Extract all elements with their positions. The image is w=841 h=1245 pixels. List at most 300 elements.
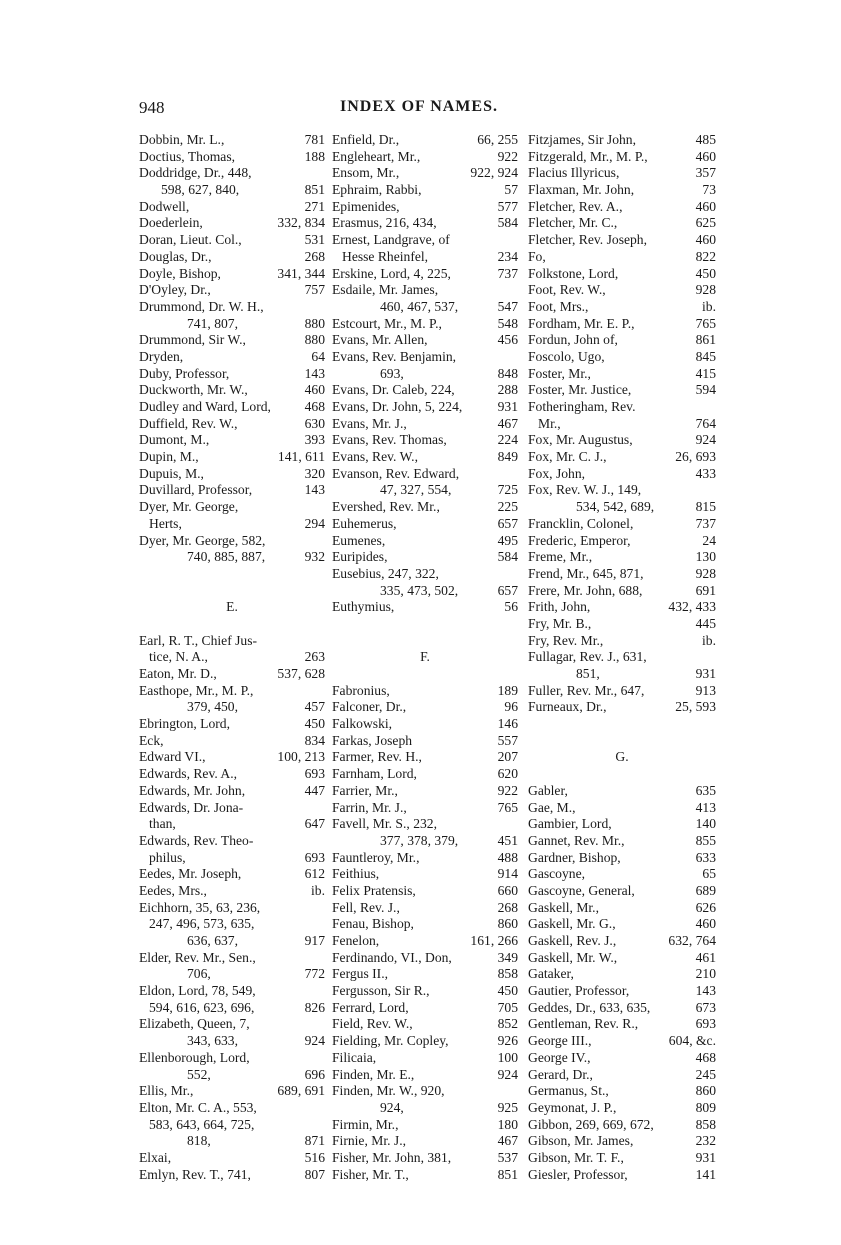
entry-pages: 210	[695, 966, 716, 982]
index-entry	[139, 649, 325, 666]
entry-pages: 913	[695, 682, 716, 698]
index-entry	[332, 900, 518, 917]
entry-name: Fry, Rev. Mr.,	[528, 632, 604, 648]
entry-name: Fisher, Mr. T.,	[332, 1166, 409, 1182]
entry-pages: 56	[504, 599, 518, 615]
entry-pages: 460	[695, 232, 716, 248]
index-entry	[332, 232, 518, 249]
entry-pages: 64	[311, 348, 325, 364]
entry-pages	[514, 466, 518, 483]
entry-pages: 851	[304, 182, 325, 198]
page-title: INDEX OF NAMES.	[340, 98, 498, 115]
entry-pages: 140	[695, 816, 716, 832]
index-entry	[528, 215, 716, 232]
entry-pages: 460	[695, 916, 716, 932]
entry-name: Fergusson, Sir R.,	[332, 983, 430, 999]
entry-name: Flaxman, Mr. John,	[528, 182, 635, 198]
entry-pages: 880	[304, 315, 325, 331]
entry-name: Fenelon,	[332, 933, 380, 948]
entry-name: 818,	[187, 1133, 211, 1149]
index-entry	[139, 1167, 325, 1184]
index-entry	[332, 733, 518, 750]
entry-pages: 647	[304, 816, 325, 832]
entry-pages: 294	[304, 515, 325, 531]
index-entry	[332, 1050, 518, 1067]
index-entry	[528, 633, 716, 650]
entry-pages: 880	[304, 332, 325, 348]
entry-pages: 931	[695, 1149, 716, 1165]
index-entry	[139, 866, 325, 883]
index-entry	[528, 482, 716, 499]
entry-name: Farkas, Joseph	[332, 732, 413, 748]
entry-pages: 25, 593	[675, 699, 716, 715]
entry-pages: 871	[304, 1133, 325, 1149]
index-entry	[332, 1016, 518, 1033]
entry-pages: 460	[695, 148, 716, 164]
index-entry	[528, 165, 716, 182]
entry-pages: 143	[304, 365, 325, 381]
entry-name: Farnham, Lord,	[332, 766, 417, 782]
entry-name: George III.,	[528, 1033, 592, 1049]
entry-name: 460, 467, 537,	[380, 298, 459, 314]
index-entry	[332, 866, 518, 883]
entry-pages	[514, 282, 518, 299]
entry-pages: 271	[304, 198, 325, 214]
index-entry	[332, 416, 518, 433]
index-entry	[139, 1067, 325, 1084]
entry-pages: 341, 344	[277, 265, 325, 281]
index-entry	[332, 316, 518, 333]
entry-pages: 450	[695, 265, 716, 281]
entry-name: Fox, John,	[528, 465, 586, 481]
entry-pages: ib.	[702, 298, 716, 314]
index-entry	[332, 1133, 518, 1150]
entry-name: Eusebius, 247, 322,	[332, 565, 439, 581]
page-number: 948	[139, 98, 165, 117]
index-entry	[139, 499, 325, 516]
index-entry	[528, 766, 716, 783]
index-entry	[528, 366, 716, 383]
entry-pages: 450	[304, 716, 325, 732]
entry-pages: 928	[695, 282, 716, 298]
entry-pages: 188	[304, 148, 325, 164]
index-entry	[139, 699, 325, 716]
entry-pages: ib.	[311, 882, 325, 898]
index-entry	[332, 699, 518, 716]
entry-name: Gautier, Professor,	[528, 983, 630, 999]
index-entry	[528, 232, 716, 249]
entry-name: Fletcher, Rev. A.,	[528, 198, 623, 214]
entry-pages: 577	[497, 198, 518, 214]
entry-pages: 263	[304, 649, 325, 665]
entry-pages: 537	[497, 1149, 518, 1165]
entry-pages: 657	[497, 515, 518, 531]
index-entry	[139, 182, 325, 199]
entry-name: Duffield, Rev. W.,	[139, 415, 238, 431]
index-entry	[332, 499, 518, 516]
entry-pages: 349	[497, 949, 518, 965]
entry-pages: 932	[304, 549, 325, 565]
entry-pages: 180	[497, 1116, 518, 1132]
index-entry	[528, 1083, 716, 1100]
index-entry	[139, 399, 325, 416]
index-entry	[528, 249, 716, 266]
entry-name: Fotheringham, Rev.	[528, 399, 636, 414]
entry-name: Gardner, Bishop,	[528, 849, 621, 865]
index-entry	[332, 1100, 518, 1117]
index-entry	[528, 499, 716, 516]
index-entry	[332, 1117, 518, 1134]
entry-pages: 451	[497, 832, 518, 848]
entry-pages: 57	[504, 182, 518, 198]
entry-pages: 705	[497, 999, 518, 1015]
entry-name: Epimenides,	[332, 198, 400, 214]
index-entry	[528, 850, 716, 867]
index-entry	[139, 816, 325, 833]
entry-pages	[514, 349, 518, 366]
index-entry	[332, 566, 518, 583]
entry-name: Field, Rev. W.,	[332, 1016, 413, 1032]
index-entry	[139, 749, 325, 766]
entry-pages: 456	[497, 332, 518, 348]
index-entry	[528, 1050, 716, 1067]
entry-name: Foot, Rev. W.,	[528, 282, 606, 298]
index-entry	[528, 1033, 716, 1050]
index-entry	[332, 366, 518, 383]
index-entry	[332, 583, 518, 600]
entry-pages: 737	[695, 515, 716, 531]
entry-name: Edwards, Dr. Jona-	[139, 799, 244, 815]
entry-pages: 809	[695, 1099, 716, 1115]
entry-pages: 922	[497, 148, 518, 164]
entry-pages	[321, 833, 325, 850]
index-entry	[139, 232, 325, 249]
entry-name: Folkstone, Lord,	[528, 265, 619, 281]
index-entry	[139, 733, 325, 750]
entry-pages: 146	[497, 716, 518, 732]
index-entry	[332, 382, 518, 399]
entry-pages	[514, 616, 518, 633]
entry-pages: 432, 433	[668, 599, 716, 615]
index-entry	[332, 449, 518, 466]
entry-pages	[321, 1050, 325, 1067]
entry-name: Firnie, Mr. J.,	[332, 1133, 407, 1149]
index-entry	[528, 916, 716, 933]
index-column-3	[528, 132, 716, 1183]
entry-pages	[321, 616, 325, 633]
entry-name: Evans, Dr. Caleb, 224,	[332, 382, 455, 398]
entry-name: 247, 496, 573, 635,	[149, 916, 255, 932]
entry-pages	[514, 816, 518, 833]
entry-name: Douglas, Dr.,	[139, 248, 212, 264]
entry-name: Francklin, Colonel,	[528, 515, 634, 531]
entry-name: Eichhorn, 35, 63, 236,	[139, 899, 261, 915]
entry-pages: 849	[497, 449, 518, 465]
index-entry	[139, 332, 325, 349]
index-entry	[139, 950, 325, 967]
entry-name: Fullagar, Rev. J., 631,	[528, 649, 647, 665]
entry-name: Farrier, Mr.,	[332, 782, 398, 798]
entry-name: Eedes, Mrs.,	[139, 882, 207, 898]
entry-pages: 548	[497, 315, 518, 331]
index-entry	[528, 432, 716, 449]
entry-name: Herts,	[149, 515, 182, 531]
entry-pages: 924	[695, 432, 716, 448]
entry-pages	[514, 666, 518, 683]
entry-name: Gaskell, Rev. J.,	[528, 933, 617, 948]
index-entry	[332, 683, 518, 700]
entry-pages: 461	[695, 949, 716, 965]
index-entry	[139, 449, 325, 466]
index-entry	[139, 783, 325, 800]
entry-pages: 445	[695, 615, 716, 631]
entry-name: than,	[149, 816, 176, 832]
entry-pages: 633	[695, 849, 716, 865]
index-entry	[139, 382, 325, 399]
entry-pages: 764	[695, 415, 716, 431]
entry-name: Gascoyne, General,	[528, 882, 635, 898]
index-entry	[139, 1033, 325, 1050]
entry-pages: 861	[695, 332, 716, 348]
entry-name: Euthymius,	[332, 599, 395, 615]
entry-name: Gae, M.,	[528, 799, 576, 815]
entry-name: Drummond, Dr. W. H.,	[139, 298, 264, 314]
index-entry	[332, 966, 518, 983]
index-entry	[139, 983, 325, 1000]
entry-pages: 696	[304, 1066, 325, 1082]
index-entry	[528, 566, 716, 583]
entry-name: 47, 327, 554,	[380, 482, 452, 498]
entry-name: Edwards, Rev. Theo-	[139, 832, 254, 848]
entry-name: Gascoyne,	[528, 866, 585, 882]
index-entry	[528, 516, 716, 533]
index-entry	[332, 199, 518, 216]
entry-pages: 288	[497, 382, 518, 398]
entry-name: Elton, Mr. C. A., 553,	[139, 1099, 257, 1115]
entry-name: Dobbin, Mr. L.,	[139, 132, 225, 147]
entry-name: Edwards, Mr. John,	[139, 782, 246, 798]
section-letter: E.	[226, 599, 238, 615]
index-entry	[332, 432, 518, 449]
entry-pages: 100, 213	[277, 749, 325, 765]
entry-name: 924,	[380, 1099, 404, 1115]
entry-name: Doctius, Thomas,	[139, 148, 236, 164]
entry-pages: 415	[695, 365, 716, 381]
entry-name: Gataker,	[528, 966, 574, 982]
index-entry	[139, 416, 325, 433]
entry-name: Ferdinando, VI., Don,	[332, 949, 452, 965]
index-entry	[332, 516, 518, 533]
index-entry	[528, 699, 716, 716]
index-entry	[139, 165, 325, 182]
entry-pages	[321, 916, 325, 933]
index-entry	[528, 1016, 716, 1033]
entry-pages: 557	[497, 732, 518, 748]
index-entry	[139, 1083, 325, 1100]
index-entry	[139, 616, 325, 633]
entry-pages: 594	[695, 382, 716, 398]
entry-pages: 922, 924	[470, 165, 518, 181]
entry-name: Gerard, Dr.,	[528, 1066, 593, 1082]
entry-name: 379, 450,	[187, 699, 238, 715]
index-entry	[528, 282, 716, 299]
entry-name: Geymonat, J. P.,	[528, 1099, 617, 1115]
entry-name: Elxai,	[139, 1149, 172, 1165]
index-entry	[528, 1133, 716, 1150]
entry-pages: 485	[695, 132, 716, 147]
entry-name: Dodwell,	[139, 198, 190, 214]
index-entry	[139, 1000, 325, 1017]
index-entry	[528, 733, 716, 750]
entry-name: Fordun, John of,	[528, 332, 618, 348]
entry-pages: 516	[304, 1149, 325, 1165]
entry-name: Edwards, Rev. A.,	[139, 766, 238, 782]
index-entry	[332, 399, 518, 416]
entry-name: Fry, Mr. B.,	[528, 615, 592, 631]
index-entry	[139, 833, 325, 850]
entry-name: Fuller, Rev. Mr., 647,	[528, 682, 645, 698]
index-entry	[528, 382, 716, 399]
entry-name: Felix Pratensis,	[332, 882, 416, 898]
entry-name: philus,	[149, 849, 186, 865]
index-entry	[332, 466, 518, 483]
entry-pages: 24	[702, 532, 716, 548]
index-entry	[528, 883, 716, 900]
entry-pages: 143	[304, 482, 325, 498]
entry-name: Engleheart, Mr.,	[332, 148, 421, 164]
entry-name: Evans, Mr. J.,	[332, 415, 407, 431]
entry-name: Evans, Rev. W.,	[332, 449, 418, 465]
index-entry	[139, 482, 325, 499]
index-entry	[139, 900, 325, 917]
entry-name: Falconer, Dr.,	[332, 699, 407, 715]
entry-name: Furneaux, Dr.,	[528, 699, 607, 715]
entry-name: Evans, Rev. Benjamin,	[332, 348, 457, 364]
index-entry	[332, 266, 518, 283]
index-entry	[528, 149, 716, 166]
entry-name: Duby, Professor,	[139, 365, 230, 381]
entry-pages: 189	[497, 682, 518, 698]
index-entry	[139, 850, 325, 867]
index-entry	[139, 299, 325, 316]
entry-name: Fell, Rev. J.,	[332, 899, 400, 915]
index-entry	[528, 599, 716, 616]
index-entry	[139, 766, 325, 783]
entry-name: Farrin, Mr. J.,	[332, 799, 407, 815]
entry-pages	[321, 583, 325, 600]
entry-pages: 268	[304, 248, 325, 264]
entry-pages	[712, 766, 716, 783]
entry-name: Erskine, Lord, 4, 225,	[332, 265, 451, 281]
entry-pages: 66, 255	[477, 132, 518, 147]
entry-name: Dyer, Mr. George,	[139, 499, 239, 515]
entry-name: Ebrington, Lord,	[139, 716, 230, 732]
index-entry	[139, 633, 325, 650]
entry-pages: 860	[695, 1083, 716, 1099]
entry-name: Falkowski,	[332, 716, 393, 732]
entry-name: Gibbon, 269, 669, 672,	[528, 1116, 654, 1132]
entry-name: Gannet, Rev. Mr.,	[528, 832, 625, 848]
index-entry	[332, 332, 518, 349]
entry-name: Dupin, M.,	[139, 449, 199, 465]
entry-name: Doyle, Bishop,	[139, 265, 221, 281]
entry-pages	[321, 950, 325, 967]
entry-name: Fox, Mr. Augustus,	[528, 432, 633, 448]
index-entry	[332, 1033, 518, 1050]
entry-name: Gaskell, Mr.,	[528, 899, 599, 915]
index-entry	[528, 716, 716, 733]
index-entry	[332, 616, 518, 633]
index-entry	[139, 316, 325, 333]
entry-name: 740, 885, 887,	[187, 549, 266, 565]
entry-name: 343, 633,	[187, 1033, 238, 1049]
entry-pages: 457	[304, 699, 325, 715]
entry-name: Gabler,	[528, 782, 568, 798]
index-entry	[528, 683, 716, 700]
entry-pages: 626	[695, 899, 716, 915]
entry-pages: 630	[304, 415, 325, 431]
index-entry	[332, 549, 518, 566]
entry-pages: 693	[304, 849, 325, 865]
index-entry	[528, 666, 716, 683]
index-entry	[139, 883, 325, 900]
entry-pages: 725	[497, 482, 518, 498]
entry-name: Fo,	[528, 248, 546, 264]
entry-pages	[321, 1117, 325, 1134]
index-entry	[528, 649, 716, 666]
index-entry	[332, 950, 518, 967]
index-entry	[139, 566, 325, 583]
entry-name: Dyer, Mr. George, 582,	[139, 532, 266, 548]
entry-pages: 845	[695, 348, 716, 364]
entry-pages: 495	[497, 532, 518, 548]
index-entry	[332, 215, 518, 232]
entry-name: Doederlein,	[139, 215, 203, 231]
entry-name: Fletcher, Rev. Joseph,	[528, 232, 648, 248]
index-entry	[139, 800, 325, 817]
entry-name: Gaskell, Mr. W.,	[528, 949, 618, 965]
entry-name: Duvillard, Professor,	[139, 482, 253, 498]
entry-name: Esdaile, Mr. James,	[332, 282, 439, 298]
index-entry	[332, 132, 518, 149]
entry-name: Foscolo, Ugo,	[528, 348, 605, 364]
index-column-1	[139, 132, 325, 1183]
entry-pages	[712, 733, 716, 750]
entry-pages	[321, 165, 325, 182]
entry-name: Eck,	[139, 732, 164, 748]
index-entry	[528, 966, 716, 983]
index-entry	[139, 432, 325, 449]
entry-pages: 851	[497, 1166, 518, 1182]
index-entry	[332, 1083, 518, 1100]
entry-pages: 234	[497, 248, 518, 264]
index-entry	[139, 132, 325, 149]
index-entry	[528, 316, 716, 333]
index-entry	[528, 1067, 716, 1084]
entry-pages: 143	[695, 983, 716, 999]
entry-pages: 691	[695, 582, 716, 598]
index-entry	[139, 966, 325, 983]
entry-name: Estcourt, Mr., M. P.,	[332, 315, 442, 331]
entry-name: Fenau, Bishop,	[332, 916, 414, 932]
entry-name: Fitzjames, Sir John,	[528, 132, 636, 147]
entry-pages: 772	[304, 966, 325, 982]
index-entry	[139, 583, 325, 600]
entry-name: Eldon, Lord, 78, 549,	[139, 983, 256, 999]
entry-pages	[321, 683, 325, 700]
index-entry	[139, 683, 325, 700]
entry-pages: 447	[304, 782, 325, 798]
